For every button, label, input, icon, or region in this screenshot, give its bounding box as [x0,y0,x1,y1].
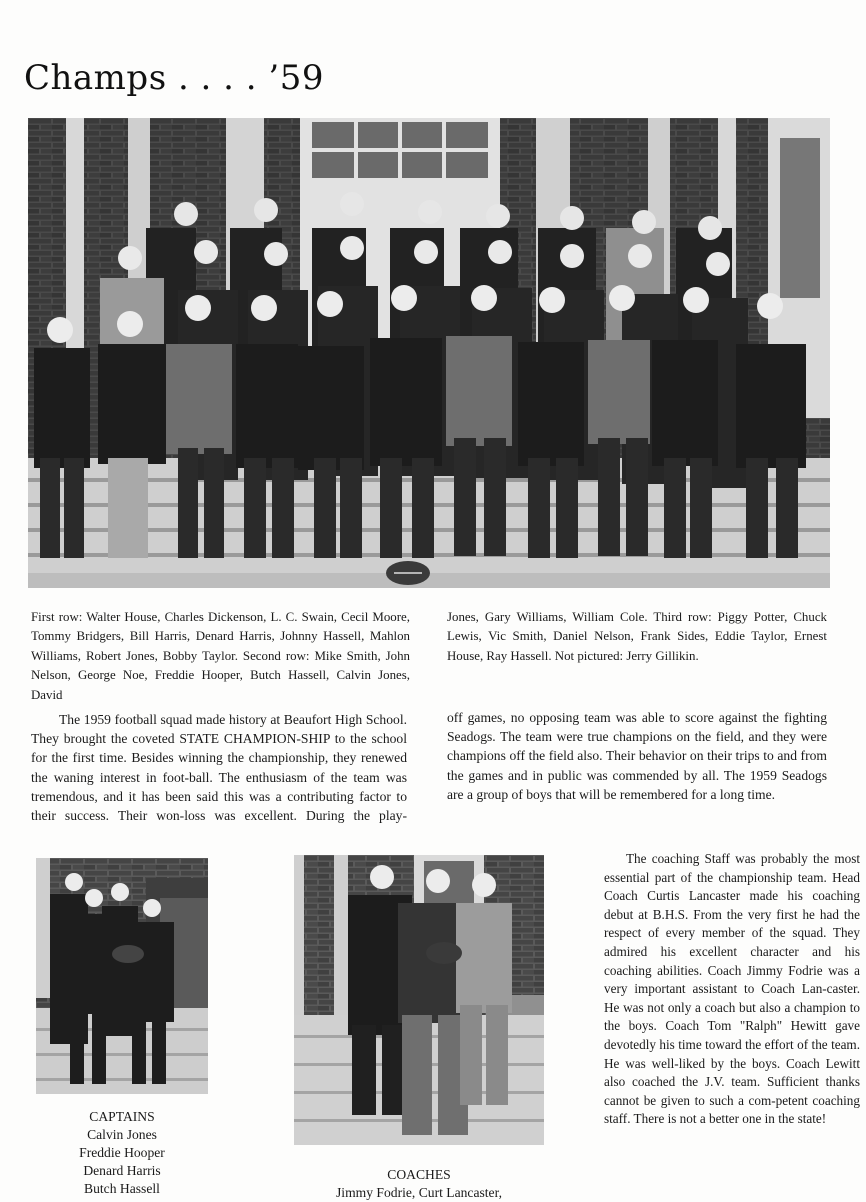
page-title: Champs . . . . ’59 [24,58,324,98]
story-right: off games, no opposing team was able to score against the fighting Seadogs. The team were true champions on the field, and they were champions off the field also. Their behavior on their trips to and from the games and in public was commended by all. The 1959 Seadogs are a group of boys that will be remembered for a long time. [447,710,827,802]
team-caption-right: Jones, Gary Williams, William Cole. Third row: Piggy Potter, Chuck Lewis, Vic Smith, Daniel Nelson, Frank Sides, Eddie Taylor, Ernest House, Ray Hassell. Not pictured: Jerry Gillikin. [447,610,827,663]
captains-photo-art [36,858,208,1094]
captain-name: Freddie Hooper [79,1145,165,1160]
coaches-heading: COACHES [387,1167,451,1182]
team-photo [28,118,830,588]
coaches-caption [294,1166,544,1202]
coaches-names: Jimmy Fodrie, Curt Lancaster, [336,1185,502,1200]
coaches-photo [294,855,544,1145]
coaching-staff-text: The coaching Staff was probably the most essential part of the championship team. Head Coach Curtis Lancaster made his coaching debut at B.H.S. From the very first he had the respect of every member of the squad. They admired his excellent character and his coaching abilities. Coach Jimmy Fodrie was a very important assistant to Coach Lan-caster. He was not only a coach but also a champion to the boys. Coach Tom "Ralph" Hewitt gave devotedly his time toward the effort of the team. He was well-liked by the boys. Coach Lewitt also coached the J.V. team. Sufficient thanks cannot be given to such a com-petent coaching staff. There is not a better one in the state! [604,851,860,1127]
captains-caption [36,1108,208,1198]
captains-photo [36,858,208,1094]
captain-name: Denard Harris [83,1163,161,1178]
captains-heading: CAPTAINS [89,1109,155,1124]
captain-name: Butch Hassell [84,1181,160,1196]
captain-name: Calvin Jones [87,1127,157,1142]
team-caption-left: First row: Walter House, Charles Dickenson, L. C. Swain, Cecil Moore, Tommy Bridgers, Bill Harris, Denard Harris, Johnny Hassell, Mahlon Williams, Robert Jones, Bobby Taylor. Second row: Mike Smith, John Nelson, George Noe, Freddie Hooper, Butch Hassell, Calvin Jones, David [31,610,410,702]
team-photo-art [28,118,830,588]
coaches-photo-art [294,855,544,1145]
story-left: The 1959 football squad made history at Beaufort High School. They brought the coveted STATE CHAMPION-SHIP to the school for the first time. Besides winning the championship, they renewed the waning interest in foot-ball. The enthusiasm of the team was tremendous, and it has been said this was a contributing factor to their success. Their won-loss was excellent. During the play- [31,712,407,824]
